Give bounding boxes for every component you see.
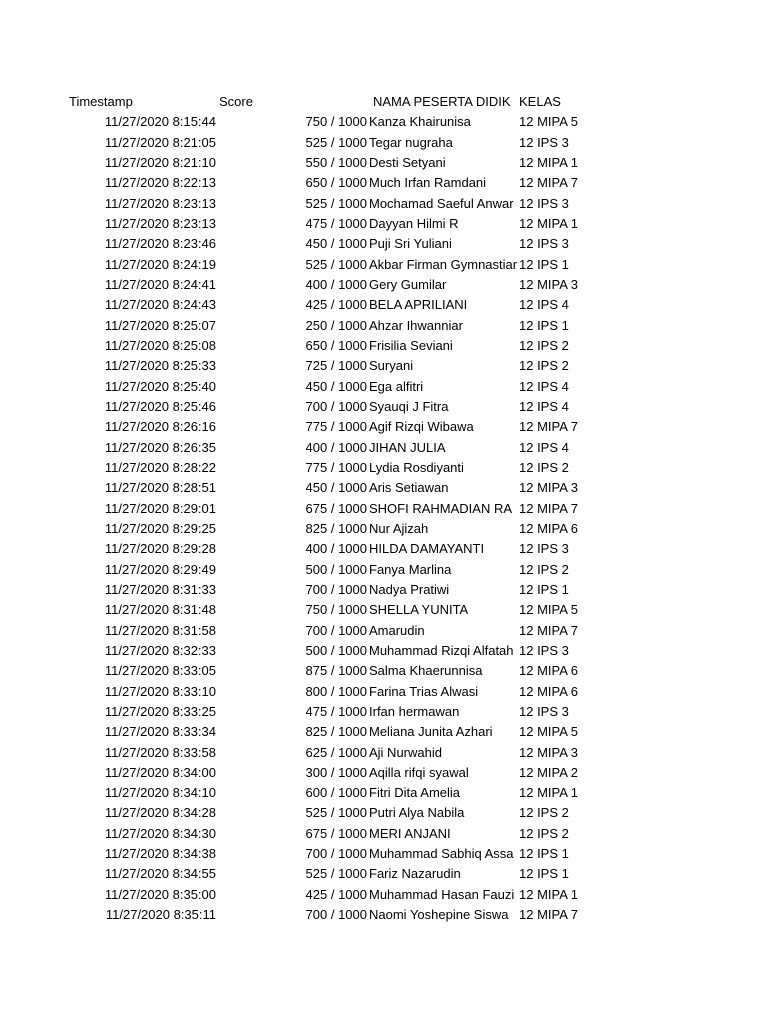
table-row — [0, 783, 768, 803]
table-row — [0, 316, 768, 336]
table-row — [0, 560, 768, 580]
cell-timestamp: 11/27/2020 8:34:28 — [104, 805, 216, 821]
cell-timestamp: 11/27/2020 8:34:38 — [104, 846, 216, 862]
cell-kelas: 12 MIPA 7 — [519, 907, 579, 923]
cell-name: Muhammad Hasan Fauzi — [369, 886, 515, 902]
cell-kelas: 12 IPS 4 — [519, 398, 569, 414]
cell-name: Putri Alya Nabila — [369, 805, 465, 821]
cell-kelas: 12 MIPA 7 — [519, 175, 579, 191]
table-row — [0, 194, 768, 214]
cell-score: 625 / 1000 — [305, 744, 367, 760]
cell-timestamp: 11/27/2020 8:35:00 — [104, 886, 216, 902]
table-row — [0, 763, 768, 783]
cell-name: Suryani — [369, 358, 414, 374]
cell-name: HILDA DAMAYANTI — [369, 541, 485, 557]
cell-name: BELA APRILIANI — [369, 297, 468, 313]
table-row — [0, 234, 768, 254]
cell-kelas: 12 MIPA 5 — [519, 724, 579, 740]
cell-timestamp: 11/27/2020 8:24:19 — [104, 256, 216, 272]
table-row — [0, 722, 768, 742]
cell-timestamp: 11/27/2020 8:33:10 — [104, 683, 216, 699]
cell-score: 700 / 1000 — [305, 907, 367, 923]
table-row — [0, 214, 768, 234]
cell-name: Fanya Marlina — [369, 561, 452, 577]
cell-timestamp: 11/27/2020 8:21:05 — [104, 134, 216, 150]
cell-score: 875 / 1000 — [305, 663, 367, 679]
cell-score: 525 / 1000 — [305, 805, 367, 821]
cell-timestamp: 11/27/2020 8:25:07 — [104, 317, 216, 333]
cell-score: 700 / 1000 — [305, 846, 367, 862]
cell-kelas: 12 MIPA 1 — [519, 154, 579, 170]
cell-score: 450 / 1000 — [305, 378, 367, 394]
cell-timestamp: 11/27/2020 8:23:13 — [104, 215, 216, 231]
cell-timestamp: 11/27/2020 8:22:13 — [104, 175, 216, 191]
cell-kelas: 12 MIPA 7 — [519, 419, 579, 435]
cell-timestamp: 11/27/2020 8:25:40 — [104, 378, 216, 394]
cell-kelas: 12 MIPA 6 — [519, 520, 579, 536]
cell-name: Farina Trias Alwasi — [369, 683, 479, 699]
cell-kelas: 12 IPS 1 — [519, 846, 569, 862]
cell-name: Muhammad Sabhiq Assa — [369, 846, 514, 862]
table-row — [0, 621, 768, 641]
cell-kelas: 12 MIPA 7 — [519, 500, 579, 516]
cell-name: SHELLA YUNITA — [369, 602, 469, 618]
table-row — [0, 153, 768, 173]
cell-kelas: 12 IPS 3 — [519, 541, 569, 557]
cell-timestamp: 11/27/2020 8:31:33 — [104, 581, 216, 597]
table-row — [0, 499, 768, 519]
cell-kelas: 12 IPS 4 — [519, 378, 569, 394]
cell-timestamp: 11/27/2020 8:28:22 — [104, 459, 216, 475]
table-row — [0, 824, 768, 844]
cell-timestamp: 11/27/2020 8:33:58 — [104, 744, 216, 760]
header-score: Score — [219, 94, 253, 109]
cell-score: 800 / 1000 — [305, 683, 367, 699]
cell-timestamp: 11/27/2020 8:33:25 — [104, 703, 216, 719]
cell-kelas: 12 MIPA 1 — [519, 215, 579, 231]
cell-name: Akbar Firman Gymnastiar — [369, 256, 518, 272]
cell-score: 300 / 1000 — [305, 764, 367, 780]
table-row — [0, 661, 768, 681]
cell-name: Nur Ajizah — [369, 520, 429, 536]
cell-kelas: 12 IPS 3 — [519, 134, 569, 150]
cell-score: 425 / 1000 — [305, 886, 367, 902]
cell-kelas: 12 IPS 4 — [519, 297, 569, 313]
cell-kelas: 12 MIPA 6 — [519, 663, 579, 679]
cell-name: Syauqi J Fitra — [369, 398, 449, 414]
cell-kelas: 12 IPS 1 — [519, 317, 569, 333]
table-row — [0, 417, 768, 437]
table-row — [0, 641, 768, 661]
cell-kelas: 12 MIPA 2 — [519, 764, 579, 780]
cell-timestamp: 11/27/2020 8:34:10 — [104, 785, 216, 801]
cell-kelas: 12 IPS 3 — [519, 236, 569, 252]
cell-kelas: 12 IPS 1 — [519, 256, 569, 272]
cell-timestamp: 11/27/2020 8:24:41 — [104, 276, 216, 292]
cell-kelas: 12 IPS 2 — [519, 358, 569, 374]
cell-name: JIHAN JULIA — [369, 439, 446, 455]
cell-timestamp: 11/27/2020 8:34:30 — [104, 825, 216, 841]
cell-name: Gery Gumilar — [369, 276, 447, 292]
cell-score: 525 / 1000 — [305, 256, 367, 272]
cell-timestamp: 11/27/2020 8:26:35 — [104, 439, 216, 455]
cell-kelas: 12 MIPA 1 — [519, 886, 579, 902]
cell-timestamp: 11/27/2020 8:23:46 — [104, 236, 216, 252]
table-row — [0, 682, 768, 702]
table-row — [0, 173, 768, 193]
cell-score: 525 / 1000 — [305, 195, 367, 211]
table-row — [0, 905, 768, 925]
header-name: NAMA PESERTA DIDIK — [373, 94, 511, 109]
cell-score: 500 / 1000 — [305, 642, 367, 658]
cell-name: Fariz Nazarudin — [369, 866, 461, 882]
table-row — [0, 133, 768, 153]
cell-name: Mochamad Saeful Anwar — [369, 195, 514, 211]
cell-name: Tegar nugraha — [369, 134, 453, 150]
cell-name: Kanza Khairunisa — [369, 114, 471, 130]
cell-kelas: 12 IPS 3 — [519, 195, 569, 211]
cell-name: Ahzar Ihwanniar — [369, 317, 463, 333]
cell-kelas: 12 MIPA 3 — [519, 480, 579, 496]
header-timestamp: Timestamp — [69, 94, 133, 109]
cell-kelas: 12 IPS 2 — [519, 805, 569, 821]
cell-score: 650 / 1000 — [305, 337, 367, 353]
cell-score: 400 / 1000 — [305, 276, 367, 292]
cell-name: SHOFI RAHMADIAN RA — [369, 500, 513, 516]
cell-timestamp: 11/27/2020 8:15:44 — [104, 114, 216, 130]
cell-score: 475 / 1000 — [305, 703, 367, 719]
cell-timestamp: 11/27/2020 8:34:00 — [104, 764, 216, 780]
cell-kelas: 12 MIPA 5 — [519, 602, 579, 618]
table-row — [0, 112, 768, 132]
cell-timestamp: 11/27/2020 8:25:46 — [104, 398, 216, 414]
cell-timestamp: 11/27/2020 8:25:33 — [104, 358, 216, 374]
cell-timestamp: 11/27/2020 8:24:43 — [104, 297, 216, 313]
table-row — [0, 478, 768, 498]
cell-score: 775 / 1000 — [305, 459, 367, 475]
table-body — [0, 112, 768, 925]
cell-kelas: 12 IPS 2 — [519, 459, 569, 475]
cell-kelas: 12 IPS 1 — [519, 581, 569, 597]
cell-score: 775 / 1000 — [305, 419, 367, 435]
table-row — [0, 743, 768, 763]
cell-score: 475 / 1000 — [305, 215, 367, 231]
cell-name: Amarudin — [369, 622, 425, 638]
cell-score: 750 / 1000 — [305, 602, 367, 618]
cell-name: Puji Sri Yuliani — [369, 236, 452, 252]
table-row — [0, 803, 768, 823]
cell-timestamp: 11/27/2020 8:29:01 — [104, 500, 216, 516]
cell-kelas: 12 IPS 2 — [519, 561, 569, 577]
cell-score: 400 / 1000 — [305, 541, 367, 557]
cell-name: Aqilla rifqi syawal — [369, 764, 469, 780]
cell-name: Naomi Yoshepine Siswa — [369, 907, 509, 923]
cell-timestamp: 11/27/2020 8:28:51 — [104, 480, 216, 496]
cell-timestamp: 11/27/2020 8:32:33 — [104, 642, 216, 658]
cell-kelas: 12 IPS 2 — [519, 337, 569, 353]
table-row — [0, 864, 768, 884]
cell-kelas: 12 MIPA 5 — [519, 114, 579, 130]
table-row — [0, 295, 768, 315]
table-row — [0, 397, 768, 417]
cell-score: 825 / 1000 — [305, 724, 367, 740]
cell-name: Meliana Junita Azhari — [369, 724, 493, 740]
cell-kelas: 12 IPS 3 — [519, 703, 569, 719]
table-row — [0, 702, 768, 722]
cell-score: 675 / 1000 — [305, 500, 367, 516]
cell-timestamp: 11/27/2020 8:29:25 — [104, 520, 216, 536]
table-row — [0, 844, 768, 864]
cell-name: MERI ANJANI — [369, 825, 451, 841]
cell-score: 600 / 1000 — [305, 785, 367, 801]
cell-score: 825 / 1000 — [305, 520, 367, 536]
cell-score: 700 / 1000 — [305, 398, 367, 414]
results-table — [0, 92, 768, 925]
cell-kelas: 12 IPS 2 — [519, 825, 569, 841]
cell-name: Muhammad Rizqi Alfatah — [369, 642, 514, 658]
cell-score: 700 / 1000 — [305, 581, 367, 597]
cell-name: Lydia Rosdiyanti — [369, 459, 464, 475]
cell-score: 525 / 1000 — [305, 134, 367, 150]
cell-name: Dayyan Hilmi R — [369, 215, 459, 231]
table-row — [0, 275, 768, 295]
cell-name: Frisilia Seviani — [369, 337, 453, 353]
cell-name: Salma Khaerunnisa — [369, 663, 483, 679]
cell-score: 400 / 1000 — [305, 439, 367, 455]
cell-name: Irfan hermawan — [369, 703, 460, 719]
cell-name: Ega alfitri — [369, 378, 424, 394]
cell-kelas: 12 MIPA 3 — [519, 276, 579, 292]
cell-name: Aris Setiawan — [369, 480, 449, 496]
table-row — [0, 519, 768, 539]
cell-timestamp: 11/27/2020 8:29:28 — [104, 541, 216, 557]
table-row — [0, 458, 768, 478]
cell-kelas: 12 MIPA 6 — [519, 683, 579, 699]
cell-name: Fitri Dita Amelia — [369, 785, 461, 801]
cell-score: 450 / 1000 — [305, 480, 367, 496]
cell-timestamp: 11/27/2020 8:21:10 — [104, 154, 216, 170]
table-row — [0, 580, 768, 600]
cell-timestamp: 11/27/2020 8:34:55 — [104, 866, 216, 882]
cell-score: 750 / 1000 — [305, 114, 367, 130]
cell-timestamp: 11/27/2020 8:31:48 — [104, 602, 216, 618]
cell-timestamp: 11/27/2020 8:33:34 — [104, 724, 216, 740]
cell-kelas: 12 IPS 3 — [519, 642, 569, 658]
cell-score: 250 / 1000 — [305, 317, 367, 333]
cell-name: Desti Setyani — [369, 154, 446, 170]
cell-timestamp: 11/27/2020 8:23:13 — [104, 195, 216, 211]
table-row — [0, 356, 768, 376]
cell-timestamp: 11/27/2020 8:33:05 — [104, 663, 216, 679]
cell-score: 500 / 1000 — [305, 561, 367, 577]
cell-score: 550 / 1000 — [305, 154, 367, 170]
cell-name: Aji Nurwahid — [369, 744, 442, 760]
table-row — [0, 255, 768, 275]
cell-timestamp: 11/27/2020 8:26:16 — [104, 419, 216, 435]
table-row — [0, 885, 768, 905]
cell-score: 450 / 1000 — [305, 236, 367, 252]
cell-kelas: 12 MIPA 1 — [519, 785, 579, 801]
cell-score: 650 / 1000 — [305, 175, 367, 191]
cell-score: 425 / 1000 — [305, 297, 367, 313]
cell-kelas: 12 IPS 1 — [519, 866, 569, 882]
cell-name: Agif Rizqi Wibawa — [369, 419, 474, 435]
cell-name: Much Irfan Ramdani — [369, 175, 487, 191]
cell-timestamp: 11/27/2020 8:25:08 — [104, 337, 216, 353]
cell-score: 700 / 1000 — [305, 622, 367, 638]
table-row — [0, 377, 768, 397]
cell-kelas: 12 MIPA 3 — [519, 744, 579, 760]
cell-score: 525 / 1000 — [305, 866, 367, 882]
cell-name: Nadya Pratiwi — [369, 581, 450, 597]
table-row — [0, 336, 768, 356]
cell-timestamp: 11/27/2020 8:35:11 — [105, 907, 216, 923]
header-kelas: KELAS — [519, 94, 561, 109]
table-row — [0, 539, 768, 559]
cell-timestamp: 11/27/2020 8:31:58 — [104, 622, 216, 638]
cell-score: 725 / 1000 — [305, 358, 367, 374]
cell-timestamp: 11/27/2020 8:29:49 — [104, 561, 216, 577]
header-row — [0, 92, 768, 112]
cell-kelas: 12 IPS 4 — [519, 439, 569, 455]
table-row — [0, 438, 768, 458]
table-row — [0, 600, 768, 620]
cell-score: 675 / 1000 — [305, 825, 367, 841]
cell-kelas: 12 MIPA 7 — [519, 622, 579, 638]
